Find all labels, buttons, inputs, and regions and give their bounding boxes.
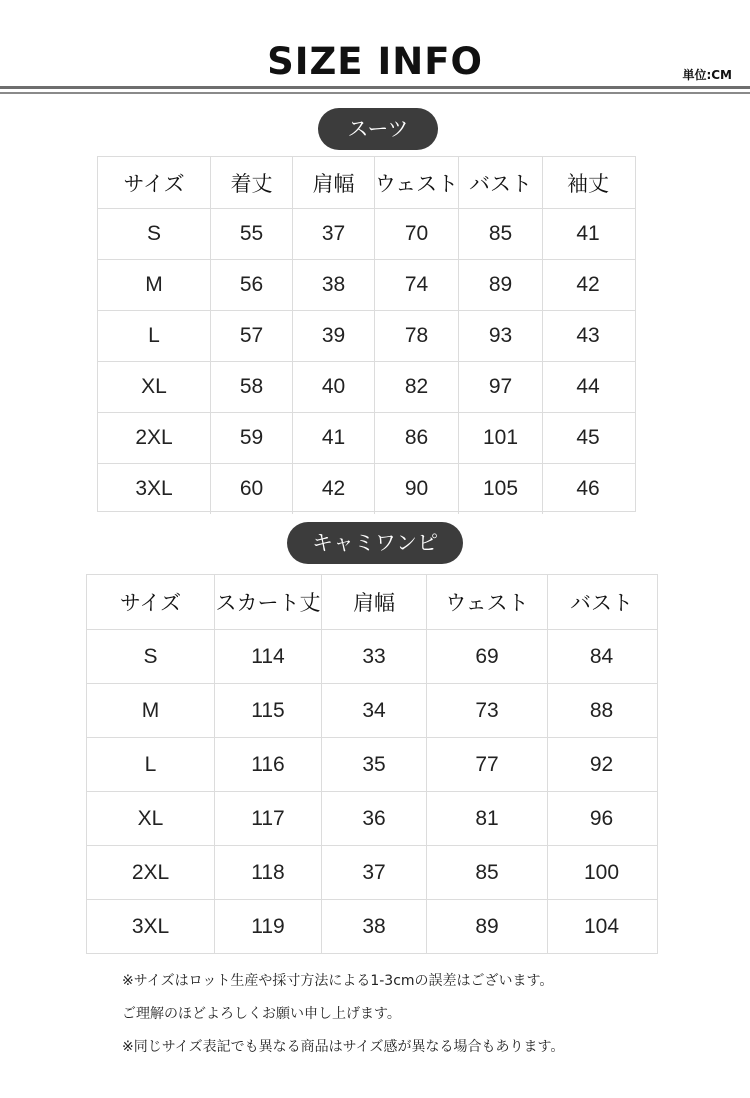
measurement-cell: 38 — [321, 900, 426, 953]
table-row — [87, 845, 657, 899]
section-label-camisole: キャミワンピ — [287, 522, 463, 564]
measurement-cell: 42 — [292, 464, 374, 514]
measurement-cell: 90 — [374, 464, 458, 514]
measurement-cell: 89 — [426, 900, 547, 953]
size-cell: XL — [141, 375, 167, 398]
measurement-cell: 85 — [458, 209, 542, 259]
header-divider-secondary — [0, 92, 750, 94]
measurement-cell: 73 — [426, 684, 547, 737]
measurement-cell: 42 — [542, 260, 633, 310]
size-cell: XL — [137, 806, 164, 830]
column-header: バスト — [458, 157, 542, 208]
measurement-cell: 70 — [374, 209, 458, 259]
measurement-cell: 33 — [321, 630, 426, 683]
notes — [122, 968, 564, 1067]
suits-size-table — [97, 156, 636, 512]
size-cell: 2XL — [131, 860, 170, 884]
measurement-cell: 118 — [214, 846, 321, 899]
table-row — [98, 259, 635, 310]
table-header-row — [87, 575, 657, 629]
measurement-cell: 84 — [547, 630, 655, 683]
measurement-cell: 92 — [547, 738, 655, 791]
table-row — [87, 683, 657, 737]
measurement-cell: 37 — [321, 846, 426, 899]
column-header: スカート丈 — [214, 575, 321, 629]
measurement-cell: 74 — [374, 260, 458, 310]
table-row — [98, 412, 635, 463]
measurement-cell: 43 — [542, 311, 633, 361]
size-cell: 3XL — [131, 914, 170, 938]
measurement-cell: 60 — [210, 464, 292, 514]
table-row — [98, 310, 635, 361]
measurement-cell: 89 — [458, 260, 542, 310]
measurement-cell: 77 — [426, 738, 547, 791]
measurement-cell: 104 — [547, 900, 655, 953]
measurement-cell: 46 — [542, 464, 633, 514]
table-row — [98, 208, 635, 259]
table-row — [87, 899, 657, 953]
measurement-cell: 119 — [214, 900, 321, 953]
measurement-cell: 97 — [458, 362, 542, 412]
camisole-size-table — [86, 574, 658, 954]
measurement-cell: 37 — [292, 209, 374, 259]
measurement-cell: 41 — [542, 209, 633, 259]
column-header: ウェスト — [374, 157, 458, 208]
note-line: ※サイズはロット生産や採寸方法による1-3cmの誤差はございます。 — [122, 973, 554, 989]
page-title: SIZE INFO — [267, 40, 483, 83]
column-header: 肩幅 — [292, 157, 374, 208]
table-header-row — [98, 157, 635, 208]
measurement-cell: 116 — [214, 738, 321, 791]
note-line: ご理解のほどよろしくお願い申し上げます。 — [122, 1006, 401, 1022]
size-cell: 3XL — [135, 477, 173, 500]
table-row — [87, 629, 657, 683]
size-cell: L — [148, 324, 160, 347]
measurement-cell: 45 — [542, 413, 633, 463]
size-cell: M — [141, 698, 160, 722]
measurement-cell: 81 — [426, 792, 547, 845]
size-cell: S — [146, 222, 161, 245]
column-header: 袖丈 — [542, 157, 633, 208]
measurement-cell: 78 — [374, 311, 458, 361]
table-row — [87, 791, 657, 845]
measurement-cell: 69 — [426, 630, 547, 683]
size-cell: L — [144, 752, 157, 776]
measurement-cell: 35 — [321, 738, 426, 791]
note-line: ※同じサイズ表記でも異なる商品はサイズ感が異なる場合もあります。 — [122, 1039, 565, 1055]
table-row — [98, 361, 635, 412]
column-header: サイズ — [119, 591, 182, 615]
measurement-cell: 96 — [547, 792, 655, 845]
measurement-cell: 41 — [292, 413, 374, 463]
table-row — [98, 463, 635, 514]
size-cell: S — [143, 644, 158, 668]
measurement-cell: 82 — [374, 362, 458, 412]
measurement-cell: 88 — [547, 684, 655, 737]
measurement-cell: 36 — [321, 792, 426, 845]
measurement-cell: 44 — [542, 362, 633, 412]
measurement-cell: 100 — [547, 846, 655, 899]
measurement-cell: 117 — [214, 792, 321, 845]
column-header: サイズ — [123, 171, 185, 196]
section-label-suits: スーツ — [318, 108, 438, 150]
measurement-cell: 85 — [426, 846, 547, 899]
measurement-cell: 86 — [374, 413, 458, 463]
measurement-cell: 56 — [210, 260, 292, 310]
measurement-cell: 58 — [210, 362, 292, 412]
measurement-cell: 57 — [210, 311, 292, 361]
measurement-cell: 38 — [292, 260, 374, 310]
unit-label: 単位:CM — [682, 68, 732, 82]
header-divider — [0, 86, 750, 89]
measurement-cell: 101 — [458, 413, 542, 463]
table-row — [87, 737, 657, 791]
measurement-cell: 114 — [214, 630, 321, 683]
measurement-cell: 93 — [458, 311, 542, 361]
column-header: ウェスト — [426, 575, 547, 629]
size-cell: 2XL — [135, 426, 173, 449]
measurement-cell: 115 — [214, 684, 321, 737]
measurement-cell: 34 — [321, 684, 426, 737]
column-header: 肩幅 — [321, 575, 426, 629]
measurement-cell: 40 — [292, 362, 374, 412]
measurement-cell: 59 — [210, 413, 292, 463]
measurement-cell: 55 — [210, 209, 292, 259]
column-header: バスト — [547, 575, 655, 629]
measurement-cell: 105 — [458, 464, 542, 514]
column-header: 着丈 — [210, 157, 292, 208]
measurement-cell: 39 — [292, 311, 374, 361]
size-cell: M — [145, 273, 163, 296]
